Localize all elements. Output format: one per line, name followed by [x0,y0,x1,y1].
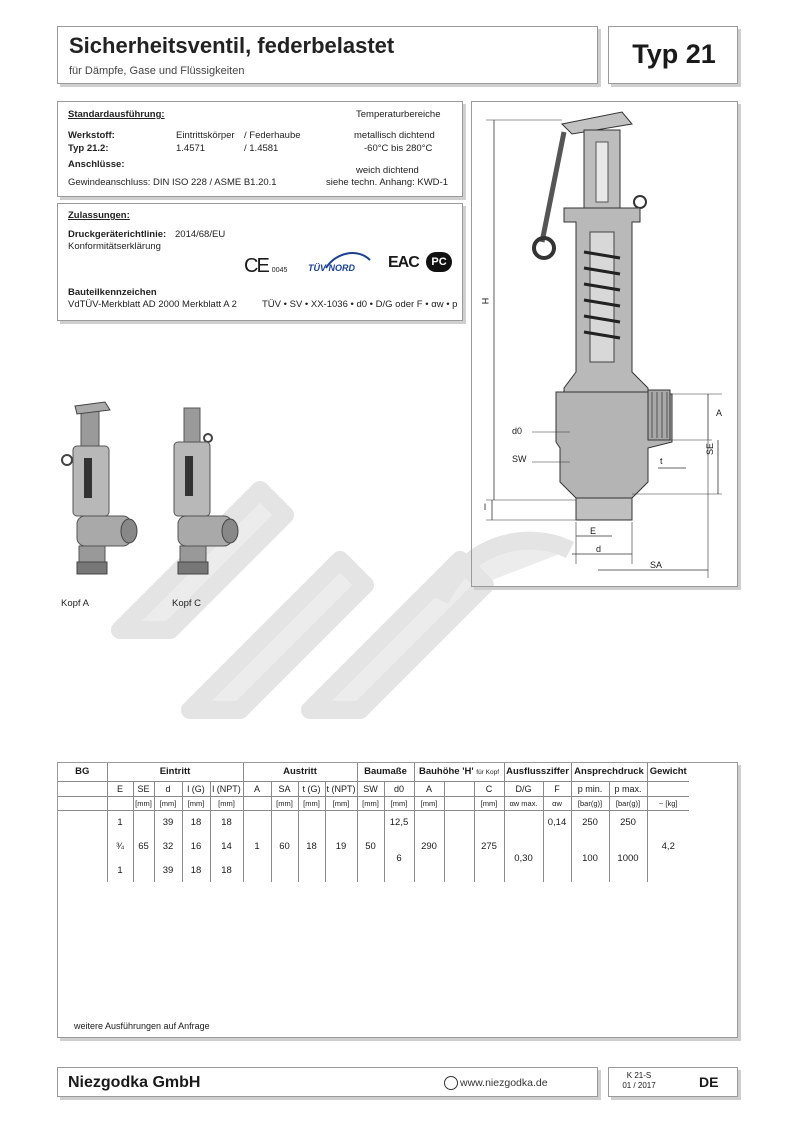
specification-table [58,763,689,882]
standard-heading: Standardausführung: [68,109,165,120]
bauteil-value: VdTÜV-Merkblatt AD 2000 Merkblatt A 2 [68,299,237,310]
type-panel [608,26,738,84]
bauteil-code: TÜV • SV • XX-1036 • d0 • D/G oder F • αw • p [262,299,458,310]
eac-logo: EAC [388,254,419,271]
temp-metal-range: -60°C bis 280°C [364,143,433,154]
table-column-header: E SE d l (G) l (NPT) A SA t (G) t (NPT) SW d0 A C D/G F p min. p max. [58,781,689,796]
werkstoff-label: Werkstoff: [68,130,115,141]
caption-kopf-a: Kopf A [61,598,89,609]
document-info-panel [608,1067,738,1097]
valve-section-drawing [472,102,737,586]
tuv-nord-logo: TÜV NORD [306,250,376,278]
caption-kopf-c: Kopf C [172,598,202,609]
federhaube-head: / Federhaube [244,130,301,141]
anschluss-val: Gewindeanschluss: DIN ISO 228 / ASME B1.20.1 [68,177,277,188]
product-image-kopf-c [160,398,250,593]
dgr-value: 2014/68/EU [175,229,226,240]
typ-label: Typ 21.2: [68,143,109,154]
table-unit-row: [mm] [mm] [mm] [mm] [mm] [mm] [mm] [mm] [mm] [mm] [mm] αw max. αw [bar(g)] [bar(g)] ~ [kg] [58,796,689,810]
eintritt-head: Eintrittskörper [176,130,235,141]
table-row: 1 65 39 18 18 1 60 18 19 50 12,5 290 275 0,14 250 250 4,2 [58,810,689,834]
table-row: ¾ 32 16 14 6 0,30 100 1000 [58,834,689,858]
approvals-panel [57,203,463,321]
title-panel [57,26,598,84]
company-name: Niezgodka GmbH [68,1074,201,1091]
temp-soft-ref: siehe techn. Anhang: KWD-1 [326,177,448,188]
bauteil-label: Bauteilkennzeichen [68,287,157,298]
table-row: 1 39 18 18 [58,858,689,882]
ce-logo: CE 0045 [244,255,288,277]
document-code: K 21-S 01 / 2017 [622,1071,656,1090]
language-code: DE [699,1074,719,1090]
page-title: Sicherheitsventil, federbelastet [69,33,395,58]
federhaube-val: / 1.4581 [244,143,279,154]
specification-table-panel [57,762,738,1038]
technical-drawing-panel [471,101,738,587]
dim-sw: SW [512,454,527,464]
temp-metal: metallisch dichtend [354,130,435,141]
dim-h: H [480,297,491,305]
product-image-kopf-a [55,398,145,593]
website-link[interactable]: www.niezgodka.de [460,1077,548,1089]
footer-panel [57,1067,598,1097]
dgr-label: Druckgeräterichtlinie: [68,229,167,240]
page-subtitle: für Dämpfe, Gase und Flüssigkeiten [69,65,245,77]
standard-spec-panel [57,101,463,197]
temp-heading: Temperaturbereiche [356,109,441,120]
dim-a: A [716,408,723,418]
dim-t: t [660,456,663,466]
pc-logo: PC [426,252,452,272]
eintritt-val: 1.4571 [176,143,206,154]
anschluss-label: Anschlüsse: [68,159,125,170]
dim-d: d [596,544,602,554]
dim-se: SE [705,442,716,456]
approvals-heading: Zulassungen: [68,210,130,221]
temp-soft: weich dichtend [356,165,419,176]
table-group-header: BG Eintritt Austritt Baumaße Bauhöhe 'H' für Kopf Ausflussziffer Ansprechdruck Gewicht [58,763,689,781]
dim-e: E [590,526,597,536]
globe-icon [444,1076,458,1090]
dim-l: l [484,502,486,512]
konformitaet: Konformitätserklärung [68,241,161,252]
dim-d0: d0 [512,426,523,436]
dim-sa: SA [650,560,663,570]
table-footnote: weitere Ausführungen auf Anfrage [74,1021,210,1031]
type-label: Typ 21 [632,39,716,69]
